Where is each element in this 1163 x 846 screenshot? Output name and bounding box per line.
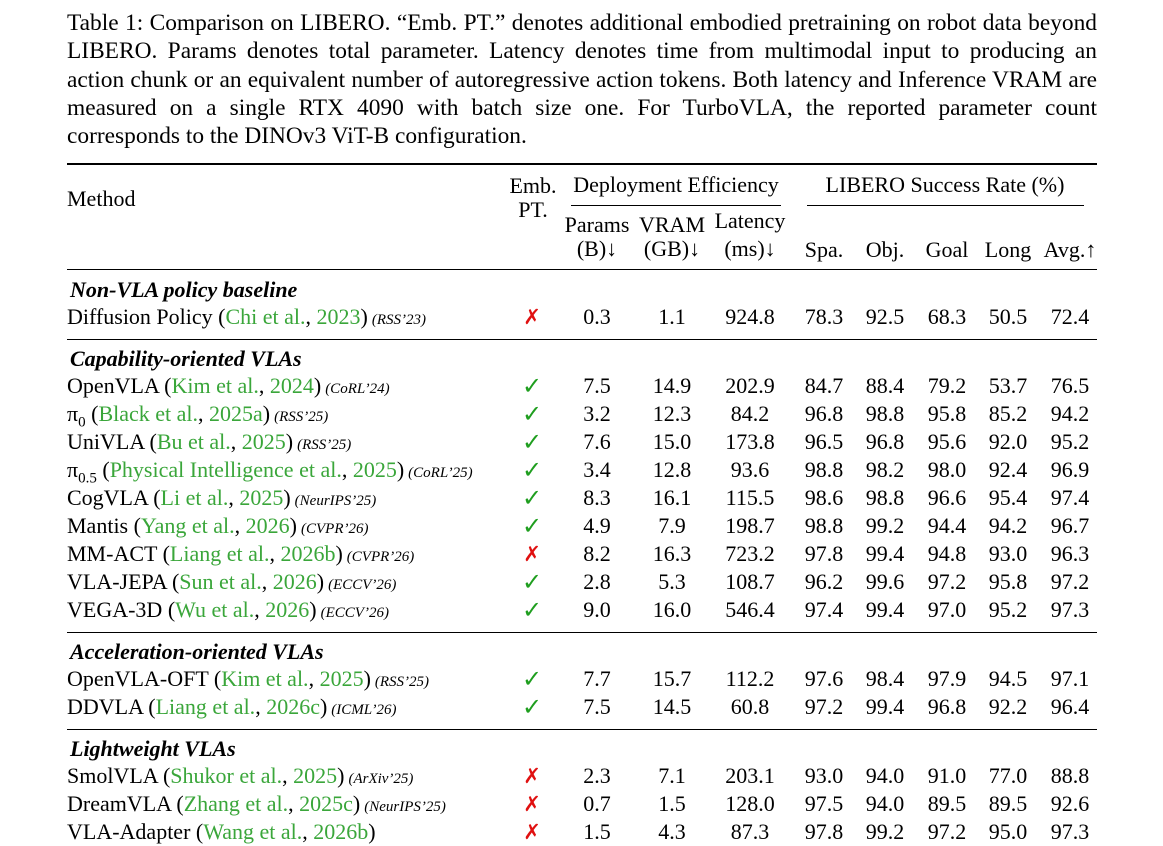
params-value: 0.3 bbox=[583, 304, 611, 329]
method-name: SmolVLA bbox=[67, 763, 158, 788]
citation-year-link[interactable]: 2026b bbox=[280, 541, 336, 566]
table-row bbox=[0, 456, 1163, 487]
citation-link[interactable]: Liang et al. bbox=[155, 694, 256, 719]
venue-label: (CVPR’26) bbox=[346, 549, 415, 565]
method-name: CogVLA bbox=[67, 485, 148, 510]
long-value: 95.2 bbox=[988, 597, 1028, 622]
venue-label: (ECCV’26) bbox=[328, 577, 397, 593]
spa-value: 98.6 bbox=[804, 485, 844, 510]
citation-link[interactable]: Kim et al. bbox=[171, 373, 259, 398]
long-value: 85.2 bbox=[988, 401, 1028, 426]
vram-value: 15.7 bbox=[652, 666, 692, 691]
goal-value: 79.2 bbox=[927, 373, 967, 398]
header-vram: VRAM (GB)↓ bbox=[638, 212, 706, 261]
spa-value: 98.8 bbox=[804, 457, 844, 482]
table-caption: Table 1: Comparison on LIBERO. “Emb. PT.” denotes additional embodied pretraining on robot data beyond LIBERO. Params denotes total parameter. Latency denotes time from multimodal input to producing an action chunk or an equivalent number of autoregressive action tokens. Both latency and Inference VRAM are measured on a single RTX 4090 with batch size one. For TurboVLA, the reported parameter count corresponds to the DINOv3 ViT-B configuration. bbox=[67, 10, 1097, 150]
check-icon: ✓ bbox=[521, 428, 543, 456]
params-value: 1.5 bbox=[583, 819, 611, 844]
method-cell: VLA-JEPA (Sun et al., 2026) (ECCV’26) bbox=[67, 569, 397, 594]
check-icon: ✓ bbox=[521, 512, 543, 540]
method-cell: VEGA-3D (Wu et al., 2026) (ECCV’26) bbox=[67, 597, 389, 622]
avg-value: 96.7 bbox=[1050, 513, 1090, 538]
long-value: 53.7 bbox=[988, 373, 1028, 398]
table-row bbox=[0, 818, 1163, 846]
cross-icon: ✗ bbox=[523, 764, 541, 788]
avg-value: 97.1 bbox=[1050, 666, 1090, 691]
method-subscript: 0.5 bbox=[78, 470, 97, 487]
top-rule bbox=[67, 163, 1097, 165]
method-name: VEGA-3D bbox=[67, 597, 163, 622]
params-value: 2.3 bbox=[583, 763, 611, 788]
section-title: Lightweight VLAs bbox=[70, 736, 236, 761]
venue-label: (RSS’23) bbox=[371, 312, 427, 328]
cross-icon: ✗ bbox=[523, 792, 541, 816]
vram-value: 12.8 bbox=[652, 457, 692, 482]
venue-label: (ECCV’26) bbox=[320, 605, 389, 621]
method-name: π bbox=[67, 401, 79, 426]
check-icon: ✓ bbox=[521, 665, 543, 693]
params-value: 8.3 bbox=[583, 485, 611, 510]
citation-link[interactable]: Wang et al. bbox=[203, 819, 303, 844]
table-row bbox=[0, 372, 1163, 400]
goal-value: 96.6 bbox=[927, 485, 967, 510]
long-value: 95.0 bbox=[988, 819, 1028, 844]
goal-value: 95.6 bbox=[927, 429, 967, 454]
avg-value: 97.4 bbox=[1050, 485, 1090, 510]
obj-value: 98.8 bbox=[865, 485, 905, 510]
vram-value: 12.3 bbox=[652, 401, 692, 426]
citation-link[interactable]: Li et al. bbox=[160, 485, 229, 510]
obj-value: 99.2 bbox=[865, 819, 905, 844]
header-avg: Avg.↑ bbox=[1043, 237, 1097, 262]
vram-value: 16.1 bbox=[652, 485, 692, 510]
vram-value: 7.1 bbox=[658, 763, 686, 788]
venue-label: (CoRL’24) bbox=[325, 381, 390, 397]
venue-label: (RSS’25) bbox=[297, 437, 352, 453]
vram-value: 16.0 bbox=[652, 597, 692, 622]
header-params: Params (B)↓ bbox=[564, 212, 630, 261]
latency-value: 924.8 bbox=[725, 304, 775, 329]
obj-value: 99.4 bbox=[865, 597, 905, 622]
goal-value: 91.0 bbox=[927, 763, 967, 788]
section-title: Acceleration-oriented VLAs bbox=[70, 639, 324, 664]
goal-value: 89.5 bbox=[927, 791, 967, 816]
method-name: π bbox=[67, 457, 79, 482]
latency-value: 723.2 bbox=[725, 541, 775, 566]
obj-value: 99.2 bbox=[865, 513, 905, 538]
avg-value: 96.9 bbox=[1050, 457, 1090, 482]
method-cell: MM-ACT (Liang et al., 2026b) (CVPR’26) bbox=[67, 541, 415, 566]
latency-value: 87.3 bbox=[730, 819, 770, 844]
citation-year-link[interactable]: 2025a bbox=[209, 401, 263, 426]
check-icon: ✓ bbox=[521, 400, 543, 428]
params-value: 7.7 bbox=[583, 666, 611, 691]
latency-value: 108.7 bbox=[725, 569, 775, 594]
avg-value: 88.8 bbox=[1050, 763, 1090, 788]
citation-year-link[interactable]: 2026b bbox=[313, 819, 369, 844]
obj-value: 92.5 bbox=[865, 304, 905, 329]
params-value: 8.2 bbox=[583, 541, 611, 566]
venue-label: (CoRL’25) bbox=[408, 465, 473, 481]
long-value: 94.5 bbox=[988, 666, 1028, 691]
table-row bbox=[0, 303, 1163, 331]
params-value: 0.7 bbox=[583, 791, 611, 816]
spa-value: 97.4 bbox=[804, 597, 844, 622]
header-latency: Latency (ms)↓ bbox=[714, 208, 786, 261]
latency-value: 173.8 bbox=[725, 429, 775, 454]
method-cell: SmolVLA (Shukor et al., 2025) (ArXiv’25) bbox=[67, 763, 414, 788]
long-value: 92.4 bbox=[988, 457, 1028, 482]
latency-value: 115.5 bbox=[725, 485, 775, 510]
method-name: OpenVLA-OFT bbox=[67, 666, 209, 691]
long-value: 92.2 bbox=[988, 694, 1028, 719]
cross-icon: ✗ bbox=[523, 542, 541, 566]
avg-value: 94.2 bbox=[1050, 401, 1090, 426]
obj-value: 96.8 bbox=[865, 429, 905, 454]
method-cell: $\pi_0$ (Black et al., 2025a) (RSS’25) bbox=[67, 401, 329, 431]
vram-value: 16.3 bbox=[652, 541, 692, 566]
method-name: OpenVLA bbox=[67, 373, 159, 398]
latency-value: 203.1 bbox=[725, 763, 775, 788]
latency-value: 84.2 bbox=[730, 401, 770, 426]
venue-label: (RSS’25) bbox=[374, 674, 430, 690]
vram-value: 14.5 bbox=[652, 694, 692, 719]
method-name: Mantis bbox=[67, 513, 129, 538]
latency-value: 93.6 bbox=[730, 457, 770, 482]
obj-value: 99.6 bbox=[865, 569, 905, 594]
latency-value: 128.0 bbox=[725, 791, 775, 816]
params-value: 7.5 bbox=[583, 694, 611, 719]
citation-link[interactable]: Kim et al. bbox=[221, 666, 309, 691]
vram-value: 1.5 bbox=[658, 791, 686, 816]
latency-value: 202.9 bbox=[725, 373, 775, 398]
spa-value: 78.3 bbox=[804, 304, 844, 329]
header-spa: Spa. bbox=[804, 237, 844, 262]
table-row bbox=[0, 400, 1163, 431]
method-cell: DDVLA (Liang et al., 2026c) (ICML’26) bbox=[67, 694, 397, 719]
params-value: 7.5 bbox=[583, 373, 611, 398]
avg-value: 95.2 bbox=[1050, 429, 1090, 454]
params-value: 2.8 bbox=[583, 569, 611, 594]
method-name: Diffusion Policy bbox=[67, 304, 213, 329]
long-value: 77.0 bbox=[988, 763, 1028, 788]
method-name: DDVLA bbox=[67, 694, 143, 719]
obj-value: 99.4 bbox=[865, 694, 905, 719]
long-value: 95.8 bbox=[988, 569, 1028, 594]
table-row bbox=[0, 512, 1163, 540]
method-cell: Diffusion Policy (Chi et al., 2023) (RSS’23) bbox=[67, 304, 427, 329]
table-row bbox=[0, 665, 1163, 693]
method-cell: VLA-Adapter (Wang et al., 2026b) bbox=[67, 819, 376, 844]
method-cell: $\pi_{0.5}$ (Physical Intelligence et al., 2025) (CoRL’25) bbox=[67, 457, 473, 487]
avg-value: 96.3 bbox=[1050, 541, 1090, 566]
spa-value: 96.5 bbox=[804, 429, 844, 454]
table-row bbox=[0, 790, 1163, 818]
spa-value: 97.6 bbox=[804, 666, 844, 691]
citation-link[interactable]: Yang et al. bbox=[140, 513, 235, 538]
params-value: 9.0 bbox=[583, 597, 611, 622]
citation-year-link[interactable]: 2025 bbox=[352, 457, 397, 482]
section-rule bbox=[67, 729, 1097, 730]
goal-value: 96.8 bbox=[927, 694, 967, 719]
venue-label: (ArXiv’25) bbox=[348, 771, 414, 787]
venue-label: (NeurIPS’25) bbox=[364, 799, 446, 815]
goal-value: 97.0 bbox=[927, 597, 967, 622]
cross-icon: ✗ bbox=[523, 820, 541, 844]
goal-value: 97.2 bbox=[927, 569, 967, 594]
method-subscript: 0 bbox=[78, 414, 86, 431]
citation-link[interactable]: Wu et al. bbox=[175, 597, 255, 622]
citation-year-link[interactable]: 2026 bbox=[272, 569, 317, 594]
vram-value: 1.1 bbox=[658, 304, 686, 329]
venue-label: (RSS’25) bbox=[274, 409, 329, 425]
citation-link[interactable]: Zhang et al. bbox=[183, 791, 289, 816]
params-value: 3.4 bbox=[583, 457, 611, 482]
check-icon: ✓ bbox=[521, 693, 543, 721]
check-icon: ✓ bbox=[521, 596, 543, 624]
table-row bbox=[0, 596, 1163, 624]
vram-value: 14.9 bbox=[652, 373, 692, 398]
goal-value: 94.4 bbox=[927, 513, 967, 538]
avg-value: 92.6 bbox=[1050, 791, 1090, 816]
venue-label: (NeurIPS’25) bbox=[294, 493, 377, 509]
latency-value: 198.7 bbox=[725, 513, 775, 538]
spa-value: 84.7 bbox=[804, 373, 844, 398]
method-cell: OpenVLA (Kim et al., 2024) (CoRL’24) bbox=[67, 373, 390, 398]
spa-value: 97.5 bbox=[804, 791, 844, 816]
header-rule bbox=[67, 269, 1097, 270]
libero-cmidrule bbox=[807, 205, 1084, 206]
params-value: 3.2 bbox=[583, 401, 611, 426]
vram-value: 4.3 bbox=[658, 819, 686, 844]
avg-value: 97.3 bbox=[1050, 597, 1090, 622]
long-value: 95.4 bbox=[988, 485, 1028, 510]
spa-value: 96.8 bbox=[804, 401, 844, 426]
avg-value: 97.2 bbox=[1050, 569, 1090, 594]
spa-value: 97.8 bbox=[804, 819, 844, 844]
check-icon: ✓ bbox=[521, 568, 543, 596]
table-row bbox=[0, 428, 1163, 456]
table-row bbox=[0, 568, 1163, 596]
citation-link[interactable]: Shukor et al. bbox=[170, 763, 283, 788]
citation-year-link[interactable]: 2025 bbox=[241, 429, 286, 454]
long-value: 50.5 bbox=[988, 304, 1028, 329]
long-value: 89.5 bbox=[988, 791, 1028, 816]
method-cell: CogVLA (Li et al., 2025) (NeurIPS’25) bbox=[67, 485, 377, 510]
method-name: UniVLA bbox=[67, 429, 144, 454]
obj-value: 94.0 bbox=[865, 763, 905, 788]
vram-value: 7.9 bbox=[658, 513, 686, 538]
method-name: VLA-Adapter bbox=[67, 819, 191, 844]
spa-value: 98.8 bbox=[804, 513, 844, 538]
goal-value: 95.8 bbox=[927, 401, 967, 426]
method-name: VLA-JEPA bbox=[67, 569, 167, 594]
efficiency-cmidrule bbox=[571, 205, 781, 206]
spa-value: 96.2 bbox=[804, 569, 844, 594]
vram-value: 5.3 bbox=[658, 569, 686, 594]
section-title: Non-VLA policy baseline bbox=[70, 277, 298, 302]
params-value: 4.9 bbox=[583, 513, 611, 538]
spa-value: 93.0 bbox=[804, 763, 844, 788]
citation-link[interactable]: Physical Intelligence et al. bbox=[109, 457, 342, 482]
table-row bbox=[0, 540, 1163, 568]
citation-year-link[interactable]: 2026 bbox=[245, 513, 290, 538]
citation-year-link[interactable]: 2024 bbox=[269, 373, 314, 398]
header-obj: Obj. bbox=[865, 237, 905, 262]
header-method: Method bbox=[67, 186, 136, 211]
citation-year-link[interactable]: 2025 bbox=[293, 763, 338, 788]
goal-value: 94.8 bbox=[927, 541, 967, 566]
cross-icon: ✗ bbox=[523, 305, 541, 329]
citation-year-link[interactable]: 2025 bbox=[239, 485, 284, 510]
header-group-efficiency: Deployment Efficiency bbox=[573, 172, 779, 197]
avg-value: 76.5 bbox=[1050, 373, 1090, 398]
table-row bbox=[0, 762, 1163, 790]
citation-year-link[interactable]: 2023 bbox=[316, 304, 361, 329]
goal-value: 68.3 bbox=[927, 304, 967, 329]
check-icon: ✓ bbox=[521, 484, 543, 512]
citation-year-link[interactable]: 2026 bbox=[265, 597, 310, 622]
spa-value: 97.8 bbox=[804, 541, 844, 566]
long-value: 92.0 bbox=[988, 429, 1028, 454]
latency-value: 546.4 bbox=[725, 597, 775, 622]
vram-value: 15.0 bbox=[652, 429, 692, 454]
obj-value: 98.8 bbox=[865, 401, 905, 426]
citation-link[interactable]: Bu et al. bbox=[156, 429, 231, 454]
obj-value: 88.4 bbox=[865, 373, 905, 398]
citation-link[interactable]: Chi et al. bbox=[225, 304, 306, 329]
spa-value: 97.2 bbox=[804, 694, 844, 719]
table-row bbox=[0, 693, 1163, 721]
section-rule bbox=[67, 339, 1097, 340]
method-cell: OpenVLA-OFT (Kim et al., 2025) (RSS’25) bbox=[67, 666, 430, 691]
method-cell: Mantis (Yang et al., 2026) (CVPR’26) bbox=[67, 513, 369, 538]
venue-label: (ICML’26) bbox=[331, 702, 397, 718]
check-icon: ✓ bbox=[521, 372, 543, 400]
avg-value: 96.4 bbox=[1050, 694, 1090, 719]
goal-value: 97.2 bbox=[927, 819, 967, 844]
avg-value: 97.3 bbox=[1050, 819, 1090, 844]
table-row bbox=[0, 484, 1163, 512]
obj-value: 98.2 bbox=[865, 457, 905, 482]
header-group-libero: LIBERO Success Rate (%) bbox=[825, 172, 1065, 197]
obj-value: 98.4 bbox=[865, 666, 905, 691]
obj-value: 99.4 bbox=[865, 541, 905, 566]
long-value: 93.0 bbox=[988, 541, 1028, 566]
latency-value: 60.8 bbox=[730, 694, 770, 719]
goal-value: 98.0 bbox=[927, 457, 967, 482]
section-title: Capability-oriented VLAs bbox=[70, 346, 302, 371]
obj-value: 94.0 bbox=[865, 791, 905, 816]
header-goal: Goal bbox=[925, 237, 969, 262]
citation-year-link[interactable]: 2025c bbox=[299, 791, 353, 816]
header-long: Long bbox=[984, 237, 1032, 262]
goal-value: 97.9 bbox=[927, 666, 967, 691]
citation-link[interactable]: Black et al. bbox=[98, 401, 199, 426]
long-value: 94.2 bbox=[988, 513, 1028, 538]
params-value: 7.6 bbox=[583, 429, 611, 454]
citation-link[interactable]: Liang et al. bbox=[169, 541, 270, 566]
method-name: DreamVLA bbox=[67, 791, 171, 816]
header-emb-pt: Emb. PT. bbox=[509, 173, 557, 222]
section-rule bbox=[67, 632, 1097, 633]
method-cell: DreamVLA (Zhang et al., 2025c) (NeurIPS’25) bbox=[67, 791, 446, 816]
venue-label: (CVPR’26) bbox=[301, 521, 369, 537]
method-name: MM-ACT bbox=[67, 541, 158, 566]
citation-year-link[interactable]: 2025 bbox=[319, 666, 364, 691]
citation-year-link[interactable]: 2026c bbox=[266, 694, 320, 719]
citation-link[interactable]: Sun et al. bbox=[179, 569, 262, 594]
check-icon: ✓ bbox=[521, 456, 543, 484]
latency-value: 112.2 bbox=[725, 666, 775, 691]
method-cell: UniVLA (Bu et al., 2025) (RSS’25) bbox=[67, 429, 352, 454]
avg-value: 72.4 bbox=[1050, 304, 1090, 329]
